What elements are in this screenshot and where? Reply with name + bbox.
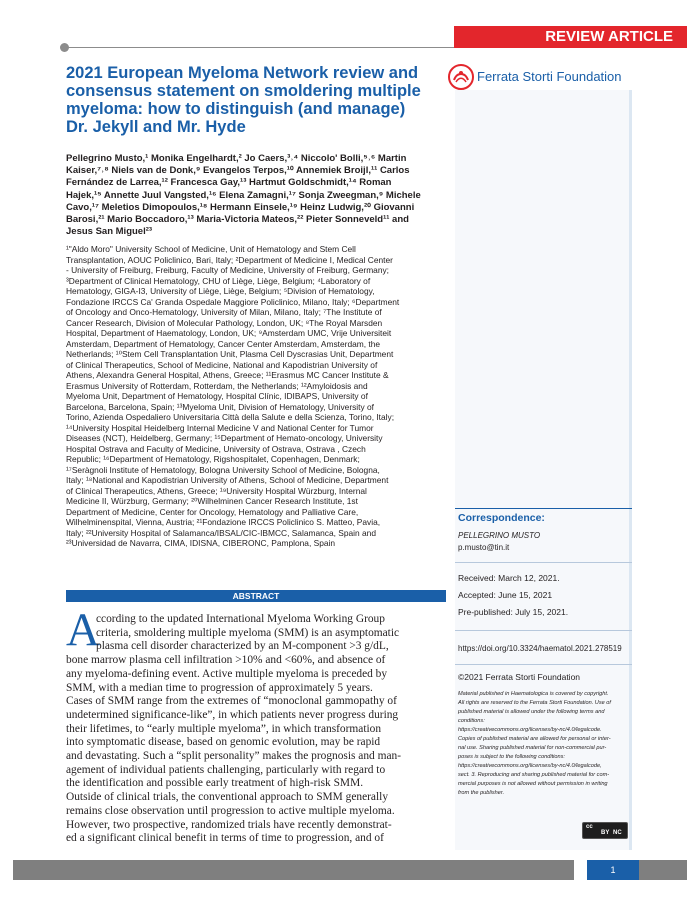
cc-label: cc [586,824,593,830]
affiliation-line: Cancer Research, Division of Molecular Pathology, London, UK; ⁸The Royal Marsden [66,317,383,328]
affiliation-line: Athens, Alexandra General Hospital, Athens, Greece; ¹¹Erasmus MC Cancer Institute & [66,370,389,380]
affiliation-line: of Clinical Therapeutics, Athens, Greece; ¹⁹University Hospital Würzburg, Internal [66,485,367,496]
author-line: Kaiser,⁷˒⁸ Niels van de Donk,⁹ Evangelos Terpos,¹⁰ Annemiek Broijl,¹¹ Carlos [66,165,410,177]
abstract-line: plasma cell disorder characterized by an M-component >3 g/dL, [96,640,389,653]
correspondence-email-link[interactable]: p.musto@tin.it [458,543,510,552]
license-line: from the publisher. [458,790,505,796]
abstract-line: Cases of SMM range from the extremes of “monoclonal gammopathy of [66,695,397,708]
abstract-line: bone marrow plasma cell infiltration >10% and <60%, and absence of [66,654,386,667]
received-date: Received: March 12, 2021. [458,573,560,583]
abstract-line: However, two prospective, randomized trials have recently demonstrat- [66,818,392,831]
cc-license-icon[interactable] [582,822,628,839]
cc-by-label: BY [601,830,610,836]
ferrata-storti-logo-icon [447,63,475,91]
affiliation-line: Transplantation, AOUC Policlinico, Bari, Italy; ²Department of Medicine I, Medical Center [66,254,393,265]
affiliation-line: Italy; ²²University Hospital of Salamanca/IBSAL/CIC-IBMCC, Salamanca, Spain and [66,527,376,538]
abstract-line: undetermined significance-like”, in which patients never progress during [66,708,399,721]
affiliation-line: Netherlands; ¹⁰Stem Cell Transplantation Unit, Plasma Cell Dyscrasias Unit, Department [66,349,394,359]
footer-bar [13,860,574,880]
license-text [458,690,628,798]
abstract-line: and devastating. Such a “split personality” makes the prognosis and man- [66,750,401,763]
footer-bar-end [639,860,687,880]
cc-nc-label: NC [613,830,622,836]
affiliation-line: Diseases (NCT), Heidelberg, Germany; ¹⁵Department of Hemato-oncology, University [66,433,383,443]
abstract-line: any myeloma-defining event. Active multiple myeloma is preceded by [66,667,388,680]
license-line: sect. 3. Reproducing and sharing published material for com- [458,772,610,778]
license-link[interactable]: https://creativecommons.org/licenses/by-nc/4.0/legalcode, [458,763,602,769]
author-list [66,153,446,238]
abstract-line: ed a significant clinical benefit in terms of time to progression, and of [66,832,384,845]
publisher-logo[interactable] [447,63,687,91]
article-type-badge: REVIEW ARTICLE [454,26,687,48]
abstract-line: agement of individual patients challenging, particularly with regard to [66,763,386,776]
title-line: 2021 European Myeloma Network review and [66,64,419,82]
page-number: 1 [587,860,639,880]
abstract-line: the identification and possible early treatment of high-risk SMM. [66,777,364,790]
license-link[interactable]: https://creativecommons.org/licenses/by-nc/4.0/legalcode. [458,727,602,733]
sidebar-divider [455,630,632,631]
affiliation-line: of Oncology and Onco-Hematology, University of Milan, Milano, Italy; ⁷The Institute of [66,307,382,317]
prepublished-date: Pre-published: July 15, 2021. [458,607,569,617]
title-line: myeloma: how to distinguish (and manage) [66,100,406,118]
sidebar-divider [455,562,632,563]
affiliation-line: Fondazione IRCCS Ca' Granda Ospedale Maggiore Policlinico, Milano, Italy; ⁶Department [66,296,400,307]
affiliation-line: Barcelona, Barcelona, Spain; ¹³Myeloma Unit, Division of Hematology, University of [66,401,374,412]
author-line: Barosi,²¹ Mario Boccadoro,¹³ Maria-Victoria Mateos,²² Pieter Sonneveld¹¹ and [66,214,409,226]
abstract-line: ccording to the updated International Myeloma Working Group [96,613,385,625]
affiliation-line: ¹"Aldo Moro" University School of Medicine, Unit of Hematology and Stem Cell [66,244,356,254]
license-line: published material is allowed under the following terms and [458,709,605,715]
abstract-dropcap: A [66,604,100,656]
affiliation-line: Hematology, GIGA-I3, University of Liège, Liège, Belgium; ⁵Division of Hematology, [66,286,375,296]
license-line: Material published in Haematologica is covered by copyright. [458,691,609,697]
author-line: Jesus San Miguel²³ [66,226,153,238]
doi-link[interactable]: https://doi.org/10.3324/haematol.2021.278519 [458,644,622,653]
publisher-name: Ferrata Storti Foundation [477,69,622,84]
affiliation-line: Torino, Azienda Ospedaliero Universitaria Città della Salute e della Scienza, Torino, Italy; [66,412,395,422]
abstract-line: their lifetimes, to “early multiple myeloma”, in which transformation [66,722,382,735]
affiliation-line: ¹⁴University Hospital Heidelberg Internal Medicine V and National Center for Tumor [66,422,374,433]
affiliation-line: ¹⁷Seràgnoli Institute of Hematology, Bologna University School of Medicine, Bologna, [66,464,380,475]
affiliation-line: Wilhelminenspital, Vienna, Austria; ²¹Fondazione IRCCS Policlinico S. Matteo, Pavia, [66,517,381,527]
abstract-line: SMM, with a median time to progression of approximately 5 years. [66,681,373,694]
affiliation-line: Amsterdam, Department of Hematology, Cancer Center Amsterdam, Amsterdam, the [66,338,381,349]
license-line: mercial purposes is not allowed without permission in writing [458,781,608,787]
abstract-line: remains close observation until progression to active multiple myeloma. [66,804,395,817]
license-line: Copies of published material are allowed for personal or inter- [458,736,611,742]
affiliation-line: ³Department of Clinical Hematology, CHU of Liège, Liège, Belgium; ⁴Laboratory of [66,275,371,286]
affiliation-line: Hospital Ostrava and Faculty of Medicine, University of Ostrava, Ostrava , Czech [66,443,366,454]
correspondence-label: Correspondence: [458,512,545,524]
affiliations [66,244,446,549]
correspondence-name: PELLEGRINO MUSTO [458,531,541,540]
title-line: consensus statement on smoldering multiple [66,82,421,100]
copyright-notice: ©2021 Ferrata Storti Foundation [458,672,581,682]
article-title [66,64,446,136]
affiliation-line: - University of Freiburg, Freiburg, Faculty of Medicine, University of Freiburg, Germany; [66,265,390,275]
title-line: Dr. Jekyll and Mr. Hyde [66,118,246,136]
affiliation-line: Republic; ¹⁶Department of Hematology, Rigshospitalet, Copenhagen, Denmark; [66,454,360,464]
author-line: Hajek,¹⁵ Annette Juul Vangsted,¹⁶ Elena Zamagni,¹⁷ Sonja Zweegman,⁹ Michele [66,189,421,201]
affiliation-line: Italy; ¹⁸National and Kapodistrian University of Athens, School of Medicine, Department [66,475,389,485]
affiliation-line: Hospital, Department of Haematology, London, UK; ⁹Amsterdam UMC, Vrije Universiteit [66,328,392,338]
author-line: Cavo,¹⁷ Meletios Dimopoulos,¹⁸ Hermann Einsele,¹⁹ Heinz Ludwig,²⁰ Giovanni [66,201,415,213]
sidebar-divider [455,508,632,509]
abstract-line: into symptomatic disease, based on genomic evolution, may be rapid [66,736,381,749]
affiliation-line: Erasmus University of Rotterdam, Rotterdam, the Netherlands; ¹²Amyloidosis and [66,380,368,391]
license-line: poses is subject to the following conditions: [458,754,565,760]
abstract-body [66,613,446,846]
sidebar-edge [629,90,632,850]
abstract-line: Outside of clinical trials, the conventional approach to SMM generally [66,791,389,804]
sidebar-divider [455,664,632,665]
affiliation-line: ²³Universidad de Navarra, CIMA, IDISNA, CIBERONC, Pamplona, Spain [66,538,336,548]
affiliation-line: of Clinical Therapeutics, School of Medicine, National and Kapodistrian University of [66,359,378,370]
affiliation-line: Medicine II, Würzburg, Germany; ²⁰Wilhelminen Cancer Research Institute, 1st [66,496,358,506]
accepted-date: Accepted: June 15, 2021 [458,590,553,600]
affiliation-line: Department of Medicine, Center for Oncology, Hematology and Palliative Care, [66,506,359,517]
abstract-line: criteria, smoldering multiple myeloma (SMM) is an asymptomatic [96,626,400,639]
license-line: All rights are reserved to the Ferrata Storti Foundation. Use of [458,700,611,706]
license-line: nal use. Sharing published material for non-commercial pur- [458,745,607,751]
license-line: conditions: [458,718,485,724]
affiliation-line: Myeloma Unit, Department of Hematology, Hospital Clínic, IDIBAPS, University of [66,391,368,401]
author-line: Fernández de Larrea,¹² Francesca Gay,¹³ Hartmut Goldschmidt,¹⁴ Roman [66,177,392,189]
abstract-heading: ABSTRACT [66,590,446,602]
author-line: Pellegrino Musto,¹ Monika Engelhardt,² Jo Caers,³˒⁴ Niccolo' Bolli,⁵˒⁶ Martin [66,153,407,164]
